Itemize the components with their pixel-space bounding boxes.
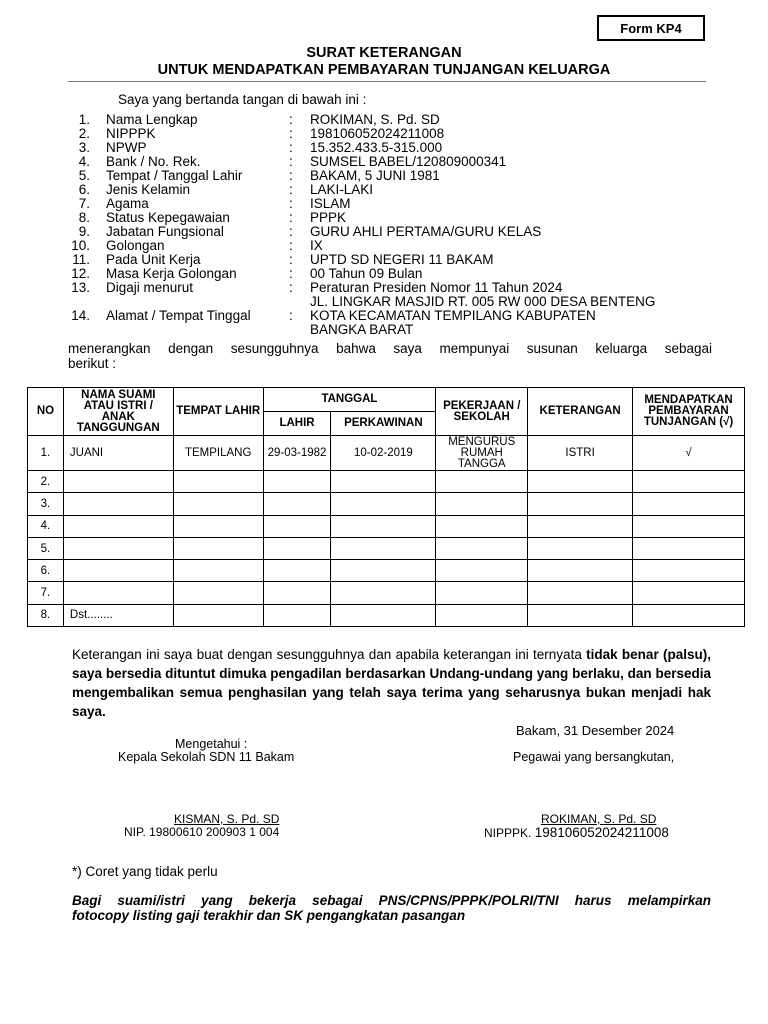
field-number: 5.: [78, 168, 90, 183]
table-row: [28, 604, 745, 626]
principal-name: KISMAN, S. Pd. SD: [174, 812, 280, 826]
field-colon: :: [289, 196, 293, 211]
cell-no: 8.: [28, 604, 64, 626]
cell-tempat: [173, 560, 263, 582]
field-colon: :: [289, 252, 293, 267]
family-statement-line-1: menerangkan dengan sesungguhnya bahwa saya mempunyai susunan keluarga sebagai: [68, 341, 712, 356]
field-label: Tempat / Tanggal Lahir: [106, 168, 243, 183]
field-number: 9.: [78, 224, 90, 239]
cell-perkawinan: 10-02-2019: [331, 436, 436, 471]
field-colon: :: [289, 154, 293, 169]
col-header-lahir: LAHIR: [263, 412, 331, 436]
cell-keterangan: [528, 515, 633, 537]
field-label: Agama: [106, 196, 149, 211]
field-number: 11.: [72, 252, 90, 267]
field-number: 10.: [71, 238, 90, 253]
cell-lahir: [263, 471, 331, 493]
cell-keterangan: [528, 582, 633, 604]
principal-nip: NIP. 19800610 200903 1 004: [124, 825, 280, 839]
address-line-1: JL. LINGKAR MASJID RT. 005 RW 000 DESA BENTENG: [310, 294, 656, 309]
field-label: Status Kepegawaian: [106, 210, 230, 225]
field-value: ROKIMAN, S. Pd. SD: [310, 112, 440, 127]
cell-pekerjaan: [436, 604, 528, 626]
field-value: IX: [310, 238, 323, 253]
field-value: PPPK: [310, 210, 347, 225]
col-header-tanggal: TANGGAL: [263, 388, 436, 412]
cell-nama: [63, 582, 173, 604]
cell-perkawinan: [331, 471, 436, 493]
cell-tunjangan: √: [633, 436, 745, 471]
cell-lahir: [263, 515, 331, 537]
field-label: Digaji menurut: [106, 280, 194, 295]
cell-pekerjaan: [436, 537, 528, 559]
cell-nama: [63, 560, 173, 582]
attachment-note-line-1: Bagi suami/istri yang bekerja sebagai PNS/CPNS/PPPK/POLRI/TNI harus melampirkan: [72, 893, 711, 908]
field-value: GURU AHLI PERTAMA/GURU KELAS: [310, 224, 542, 239]
col-header-pekerjaan: PEKERJAAN / SEKOLAH: [436, 388, 528, 436]
field-number: 8.: [78, 210, 90, 225]
field-label: Masa Kerja Golongan: [106, 266, 237, 281]
cell-lahir: [263, 604, 331, 626]
cell-keterangan: [528, 493, 633, 515]
cell-perkawinan: [331, 515, 436, 537]
employee-nip: [484, 825, 669, 840]
cell-keterangan: [528, 471, 633, 493]
attachment-note: [72, 893, 711, 923]
field-number: 2.: [78, 126, 90, 141]
cell-keterangan: [528, 560, 633, 582]
cell-no: 4.: [28, 515, 64, 537]
family-statement-line-2: berikut :: [68, 356, 117, 371]
cell-tempat: [173, 582, 263, 604]
cell-no: 7.: [28, 582, 64, 604]
table-row: [28, 582, 745, 604]
field-number: 14.: [71, 308, 90, 323]
field-value: UPTD SD NEGERI 11 BAKAM: [310, 252, 494, 267]
document-title: SURAT KETERANGAN: [306, 45, 462, 61]
cell-pekerjaan: [436, 560, 528, 582]
cell-tunjangan: [633, 537, 745, 559]
cell-tunjangan: [633, 604, 745, 626]
employee-nip-label: NIPPPK.: [484, 826, 532, 840]
intro-text: Saya yang bertanda tangan di bawah ini :: [118, 92, 367, 107]
cell-nama: [63, 471, 173, 493]
field-colon: :: [289, 266, 293, 281]
field-colon: :: [289, 238, 293, 253]
col-header-no: NO: [28, 388, 64, 436]
cell-no: 3.: [28, 493, 64, 515]
cell-perkawinan: [331, 582, 436, 604]
table-row: [28, 515, 745, 537]
cell-nama: Dst........: [63, 604, 173, 626]
col-header-tempat: TEMPAT LAHIR: [173, 388, 263, 436]
employee-name: ROKIMAN, S. Pd. SD: [541, 812, 657, 826]
cell-no: 5.: [28, 537, 64, 559]
declaration-paragraph: [72, 645, 711, 721]
field-colon: :: [289, 210, 293, 225]
cell-keterangan: [528, 537, 633, 559]
field-colon: :: [289, 112, 293, 127]
field-value: LAKI-LAKI: [310, 182, 374, 197]
cell-tunjangan: [633, 582, 745, 604]
form-label: Form KP4: [597, 15, 705, 41]
field-label: Jenis Kelamin: [106, 182, 191, 197]
cell-keterangan: ISTRI: [528, 436, 633, 471]
principal-title: Kepala Sekolah SDN 11 Bakam: [118, 750, 295, 764]
field-value: SUMSEL BABEL/120809000341: [310, 154, 507, 169]
field-colon: :: [289, 126, 293, 141]
cell-pekerjaan: MENGURUS RUMAH TANGGA: [436, 436, 528, 471]
cell-no: 1.: [28, 436, 64, 471]
cell-lahir: [263, 582, 331, 604]
table-row: [28, 436, 745, 471]
field-number: 7.: [78, 196, 90, 211]
cell-tunjangan: [633, 471, 745, 493]
col-header-nama: NAMA SUAMI ATAU ISTRI / ANAK TANGGUNGAN: [63, 388, 173, 436]
cell-tempat: [173, 493, 263, 515]
col-header-keterangan: KETERANGAN: [528, 388, 633, 436]
table-row: [28, 560, 745, 582]
field-colon: :: [289, 308, 293, 323]
cell-nama: [63, 493, 173, 515]
field-label: NPWP: [106, 140, 147, 155]
cell-tempat: [173, 537, 263, 559]
cell-tunjangan: [633, 560, 745, 582]
field-value: ISLAM: [310, 196, 351, 211]
field-value: 198106052024211008: [310, 126, 445, 141]
cell-lahir: [263, 537, 331, 559]
field-number: 13.: [71, 280, 90, 295]
acknowledged-label: Mengetahui :: [175, 737, 248, 751]
table-row: [28, 537, 745, 559]
cell-pekerjaan: [436, 493, 528, 515]
employee-nip-value: 198106052024211008: [534, 825, 669, 840]
field-number: 1.: [78, 112, 90, 127]
field-colon: :: [289, 224, 293, 239]
table-row: [28, 471, 745, 493]
field-colon: :: [289, 182, 293, 197]
field-value: 00 Tahun 09 Bulan: [310, 266, 423, 281]
cell-nama: JUANI: [63, 436, 173, 471]
field-number: 4.: [78, 154, 90, 169]
table-row: [28, 493, 745, 515]
cell-nama: [63, 515, 173, 537]
col-header-tunjangan: MENDAPATKAN PEMBAYARAN TUNJANGAN (√): [633, 388, 745, 436]
title-divider: [68, 81, 706, 82]
cell-nama: [63, 537, 173, 559]
field-value: BAKAM, 5 JUNI 1981: [310, 168, 440, 183]
attachment-note-line-2: fotocopy listing gaji terakhir dan SK pengangkatan pasangan: [72, 908, 466, 923]
cell-no: 6.: [28, 560, 64, 582]
cell-tempat: [173, 471, 263, 493]
cell-lahir: [263, 493, 331, 515]
footnote: *) Coret yang tidak perlu: [72, 864, 218, 879]
cell-perkawinan: [331, 604, 436, 626]
cell-pekerjaan: [436, 471, 528, 493]
field-label: Jabatan Fungsional: [106, 224, 224, 239]
field-colon: :: [289, 140, 293, 155]
field-label: Pada Unit Kerja: [106, 252, 201, 267]
field-number: 6.: [78, 182, 90, 197]
col-header-perkawinan: PERKAWINAN: [331, 412, 436, 436]
cell-lahir: 29-03-1982: [263, 436, 331, 471]
cell-perkawinan: [331, 493, 436, 515]
field-label: NIPPPK: [106, 126, 156, 141]
address-line-3: BANGKA BARAT: [310, 322, 414, 337]
field-label: Nama Lengkap: [106, 112, 198, 127]
field-label: Bank / No. Rek.: [106, 154, 201, 169]
field-value: Peraturan Presiden Nomor 11 Tahun 2024: [310, 280, 563, 295]
field-label: Alamat / Tempat Tinggal: [106, 308, 251, 323]
cell-no: 2.: [28, 471, 64, 493]
field-colon: :: [289, 168, 293, 183]
cell-lahir: [263, 560, 331, 582]
employee-title: Pegawai yang bersangkutan,: [513, 750, 675, 764]
address-line-2: KOTA KECAMATAN TEMPILANG KABUPATEN: [310, 308, 596, 323]
family-table: [27, 387, 745, 627]
field-colon: :: [289, 280, 293, 295]
declaration-normal-text: Keterangan ini saya buat dengan sesungguhnya dan apabila keterangan ini ternyata: [72, 647, 587, 662]
cell-tempat: TEMPILANG: [173, 436, 263, 471]
declaration-bold-text: tidak benar (palsu), saya bersedia dituntut dimuka pengadilan berdasarkan Undang-undang yang berlaku, dan bersedia mengembalikan semua penghasilan yang telah saya terima yang seharusnya bukan menjadi hak saya.: [72, 647, 711, 719]
family-statement: [68, 341, 712, 371]
cell-keterangan: [528, 604, 633, 626]
field-value: 15.352.433.5-315.000: [310, 140, 443, 155]
cell-pekerjaan: [436, 515, 528, 537]
field-number: 12.: [71, 266, 90, 281]
cell-tempat: [173, 604, 263, 626]
cell-perkawinan: [331, 560, 436, 582]
place-date: Bakam, 31 Desember 2024: [516, 723, 675, 738]
cell-perkawinan: [331, 537, 436, 559]
cell-tunjangan: [633, 515, 745, 537]
cell-pekerjaan: [436, 582, 528, 604]
field-label: Golongan: [106, 238, 165, 253]
cell-tunjangan: [633, 493, 745, 515]
cell-tempat: [173, 515, 263, 537]
field-number: 3.: [78, 140, 90, 155]
document-subtitle: UNTUK MENDAPATKAN PEMBAYARAN TUNJANGAN KELUARGA: [157, 62, 611, 78]
